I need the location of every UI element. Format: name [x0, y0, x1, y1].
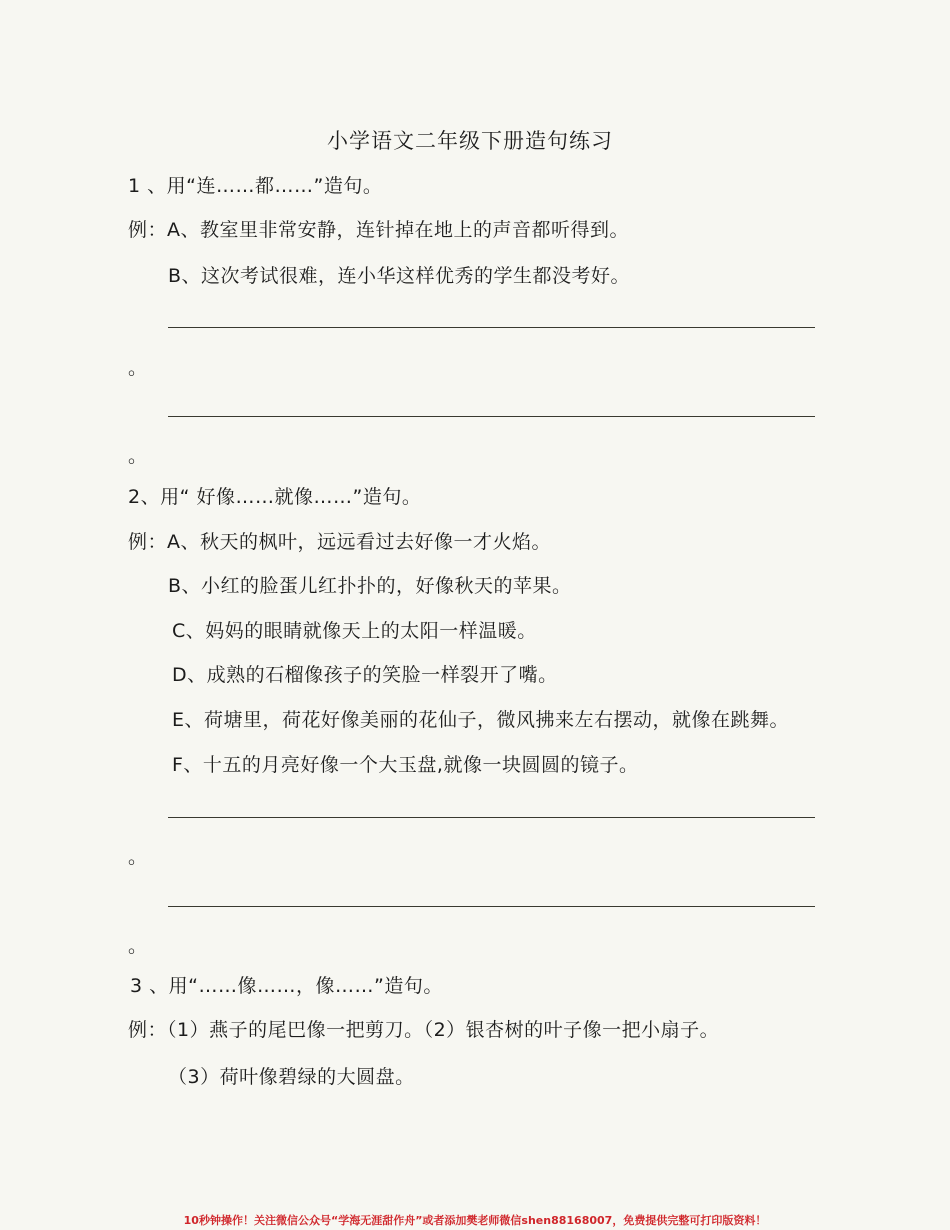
q2-answer-end-2: 。: [128, 935, 148, 957]
q3-example-2: （3）荷叶像碧绿的大圆盘。: [168, 1066, 415, 1088]
q2-answer-line-2[interactable]: [168, 906, 815, 907]
q1-answer-end-2: 。: [128, 445, 148, 467]
q1-example-b: B、这次考试很难，连小华这样优秀的学生都没考好。: [168, 265, 631, 287]
q2-example-d: D、成熟的石榴像孩子的笑脸一样裂开了嘴。: [172, 664, 558, 686]
q2-example-b: B、小红的脸蛋儿红扑扑的，好像秋天的苹果。: [168, 575, 572, 597]
q2-example-c: C、妈妈的眼睛就像天上的太阳一样温暖。: [172, 620, 537, 642]
q3-heading: 3 、用“……像……，像……”造句。: [130, 975, 443, 997]
q2-heading: 2、用“ 好像……就像……”造句。: [128, 486, 422, 508]
q2-answer-end-1: 。: [128, 846, 148, 868]
q2-example-e: E、荷塘里，荷花好像美丽的花仙子，微风拂来左右摆动，就像在跳舞。: [172, 709, 790, 731]
q1-example-a: 例：A、教室里非常安静，连针掉在地上的声音都听得到。: [128, 219, 629, 241]
q1-heading: 1 、用“连……都……”造句。: [128, 175, 383, 197]
q2-example-f: F、十五的月亮好像一个大玉盘,就像一块圆圆的镜子。: [172, 754, 639, 776]
q1-answer-line-1[interactable]: [168, 327, 815, 328]
q2-answer-line-1[interactable]: [168, 817, 815, 818]
q2-example-a: 例：A、秋天的枫叶，远远看过去好像一才火焰。: [128, 531, 551, 553]
footer-notice: 10秒钟操作！关注微信公众号“学海无涯甜作舟”或者添加樊老师微信shen88168007，免费提供完整可打印版资料！: [183, 1214, 767, 1227]
q1-answer-end-1: 。: [128, 357, 148, 379]
q3-example-1: 例：（1）燕子的尾巴像一把剪刀。（2）银杏树的叶子像一把小扇子。: [128, 1019, 720, 1041]
page-title: 小学语文二年级下册造句练习: [327, 129, 613, 153]
q1-answer-line-2[interactable]: [168, 416, 815, 417]
